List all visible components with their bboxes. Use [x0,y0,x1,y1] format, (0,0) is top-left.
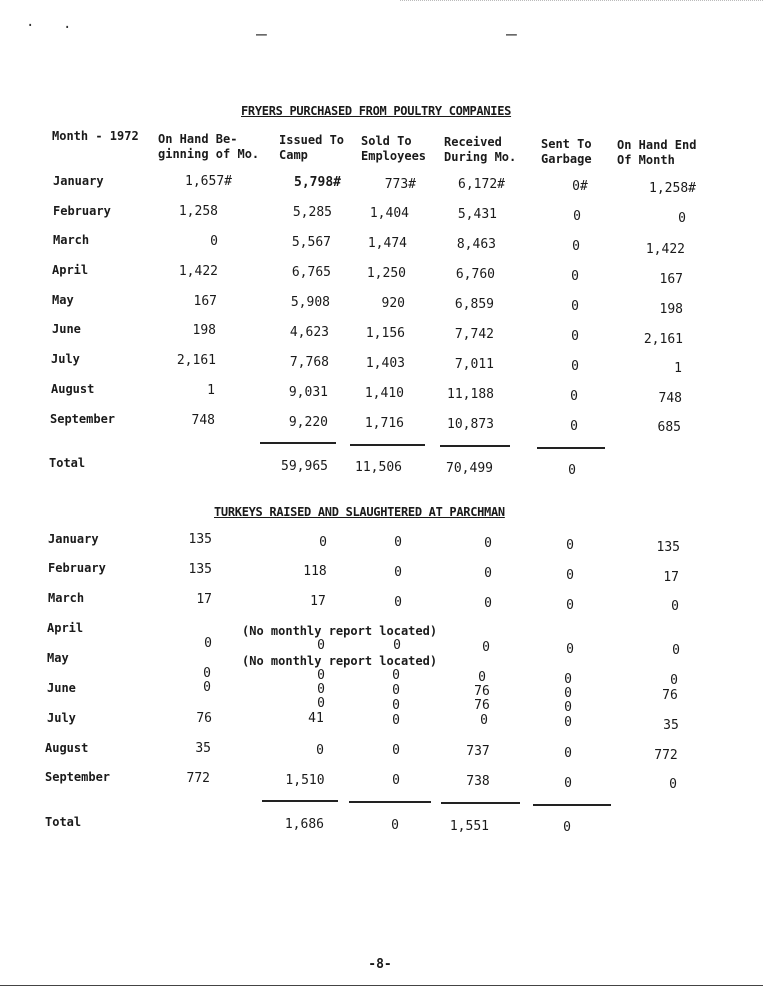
total-issued: 1,686 [284,817,324,832]
cell-received: 7,011 [454,357,494,372]
cell-garbage: 0 [572,239,580,254]
cell-on-hand-begin: 198 [192,323,216,338]
cell-sold: 0 [394,535,402,550]
cell-on-hand-end: 135 [656,540,680,555]
row-month: March [48,591,85,605]
total-issued: 59,965 [281,459,328,474]
cell-garbage: 0 [566,642,574,657]
total-rule-issued [262,800,338,802]
cell-sold: 0 [393,638,401,653]
row-month: August [51,382,95,396]
row-month: May [52,293,74,307]
cell-received: 0 [484,536,492,551]
row-month: February [48,561,106,575]
row-month: February [53,204,111,218]
bottom-edge-line [0,985,763,986]
cell-issued: 118 [303,564,327,579]
cell-garbage: 0 [564,686,572,701]
cell-received: 0 [478,670,486,685]
total-garbage: 0 [568,463,576,478]
cell-issued: 5,567 [291,235,331,250]
turkeys-title: TURKEYS RAISED AND SLAUGHTERED AT PARCHMAN [214,505,505,519]
header-garbage-2: Garbage [541,152,592,166]
cell-on-hand-end: 198 [659,302,683,317]
cell-on-hand-end: 685 [657,420,681,435]
cell-issued: 1,510 [285,773,325,788]
binder-mark: – [256,24,267,45]
cell-issued: 0 [316,743,324,758]
header-sold-1: Sold To [361,134,412,148]
total-received: 70,499 [446,461,493,476]
cell-on-hand-end: 0 [670,673,678,688]
cell-received: 0 [484,596,492,611]
row-month: September [50,412,116,426]
cell-sold: 0 [392,773,400,788]
cell-on-hand-end: 772 [654,748,678,763]
cell-issued: 0 [317,668,325,683]
cell-sold: 0 [392,668,400,683]
cell-on-hand-begin: 772 [186,771,210,786]
note-no-report: (No monthly report located) [242,654,438,668]
total-garbage: 0 [563,820,571,835]
cell-on-hand-begin: 2,161 [176,353,216,368]
cell-on-hand-end: 1 [674,361,682,376]
cell-sold: 1,250 [366,266,406,281]
cell-on-hand-begin: 0 [204,636,212,651]
header-garbage-1: Sent To [541,137,592,151]
cell-garbage: 0 [573,209,581,224]
scan-speck: · [63,20,72,36]
cell-received: 11,188 [447,387,494,402]
cell-received: 76 [474,698,490,713]
header-month: Month - 1972 [52,129,139,143]
header-on-hand-begin-2: ginning of Mo. [158,147,260,161]
cell-on-hand-begin: 76 [196,711,212,726]
total-rule-received [440,445,510,447]
cell-garbage: 0 [566,538,574,553]
cell-on-hand-begin: 135 [188,562,212,577]
cell-issued: 41 [308,711,324,726]
row-month: September [45,770,111,784]
row-month: August [45,741,89,755]
cell-received: 5,431 [457,207,497,222]
cell-on-hand-end: 0 [669,777,677,792]
cell-issued: 9,031 [288,385,328,400]
header-issued-1: Issued To [279,133,345,147]
cell-on-hand-end: 0 [678,211,686,226]
top-dotted-edge [400,0,763,3]
cell-sold: 1,474 [367,236,407,251]
total-rule-garbage [533,804,611,806]
cell-received: 7,742 [454,327,494,342]
binder-mark: – [506,24,517,45]
cell-on-hand-begin: 17 [196,592,212,607]
cell-issued: 0 [317,682,325,697]
cell-issued: 0 [317,696,325,711]
cell-sold: 0 [392,698,400,713]
cell-on-hand-begin: 135 [188,532,212,547]
cell-received: 0 [480,713,488,728]
cell-issued: 6,765 [291,265,331,280]
row-month: March [53,233,90,247]
cell-sold: 920 [381,296,405,311]
cell-on-hand-begin: 1 [207,383,215,398]
cell-on-hand-begin: 1,657# [185,174,232,189]
header-issued-2: Camp [279,148,308,162]
cell-received: 737 [466,744,490,759]
cell-received: 6,859 [454,297,494,312]
header-on-hand-end-1: On Hand End [617,138,697,152]
cell-received: 738 [466,774,490,789]
total-label: Total [49,456,86,470]
total-sold: 0 [391,818,399,833]
cell-sold: 1,404 [369,206,409,221]
cell-sold: 1,716 [364,416,404,431]
cell-garbage: 0 [570,419,578,434]
cell-received: 6,172# [458,177,505,192]
cell-sold: 773# [384,177,416,192]
row-month: April [52,263,89,277]
cell-sold: 0 [394,595,402,610]
total-rule-garbage [537,447,605,449]
header-on-hand-end-2: Of Month [617,153,675,167]
cell-garbage: 0 [571,359,579,374]
cell-issued: 5,285 [292,205,332,220]
cell-on-hand-begin: 748 [191,413,215,428]
cell-on-hand-end: 167 [659,272,683,287]
cell-received: 0 [482,640,490,655]
cell-sold: 1,403 [365,356,405,371]
row-month: June [47,681,76,695]
cell-on-hand-end: 748 [658,391,682,406]
cell-issued: 4,623 [289,325,329,340]
cell-on-hand-begin: 0 [210,234,218,249]
cell-issued: 5,908 [290,295,330,310]
page-number: -8- [368,957,392,972]
cell-sold: 0 [392,743,400,758]
cell-issued: 0 [317,638,325,653]
cell-garbage: 0 [571,269,579,284]
row-month: January [53,174,104,188]
cell-on-hand-end: 0 [672,643,680,658]
cell-garbage: 0# [572,179,588,194]
cell-on-hand-begin: 167 [193,294,217,309]
row-month: January [48,532,99,546]
cell-sold: 0 [394,565,402,580]
row-month: May [47,651,69,665]
cell-on-hand-begin: 1,422 [178,264,218,279]
cell-garbage: 0 [571,299,579,314]
cell-garbage: 0 [564,746,572,761]
cell-on-hand-end: 1,422 [645,242,685,257]
cell-issued: 7,768 [289,355,329,370]
cell-on-hand-end: 1,258# [649,181,696,196]
cell-sold: 1,410 [364,386,404,401]
cell-on-hand-end: 76 [662,688,678,703]
cell-garbage: 0 [564,776,572,791]
cell-issued: 0 [319,535,327,550]
total-rule-sold [350,444,425,446]
fryers-title: FRYERS PURCHASED FROM POULTRY COMPANIES [241,104,512,118]
row-month: April [47,621,84,635]
scan-speck: · [26,18,35,34]
cell-garbage: 0 [571,329,579,344]
cell-sold: 1,156 [365,326,405,341]
cell-sold: 0 [392,683,400,698]
cell-received: 76 [474,684,490,699]
header-received-1: Received [444,135,502,149]
header-on-hand-begin-1: On Hand Be- [158,132,238,146]
total-rule-received [441,802,520,804]
cell-received: 8,463 [456,237,496,252]
row-month: June [52,322,81,336]
cell-received: 6,760 [455,267,495,282]
total-label: Total [45,815,82,829]
cell-on-hand-end: 2,161 [643,332,683,347]
header-sold-2: Employees [361,149,427,163]
cell-garbage: 0 [564,700,572,715]
cell-on-hand-begin: 35 [195,741,211,756]
cell-garbage: 0 [564,715,572,730]
total-rule-sold [349,801,431,803]
cell-on-hand-begin: 1,258 [178,204,218,219]
cell-garbage: 0 [570,389,578,404]
cell-issued: 17 [310,594,326,609]
total-received: 1,551 [449,819,489,834]
cell-received: 10,873 [447,417,494,432]
total-rule-issued [260,442,336,444]
row-month: July [51,352,80,366]
cell-received: 0 [484,566,492,581]
cell-on-hand-end: 17 [663,570,679,585]
row-month: July [47,711,76,725]
cell-garbage: 0 [566,598,574,613]
cell-issued: 9,220 [288,415,328,430]
cell-sold: 0 [392,713,400,728]
cell-on-hand-end: 0 [671,599,679,614]
cell-garbage: 0 [564,672,572,687]
note-no-report: (No monthly report located) [242,624,438,638]
total-sold: 11,506 [355,460,402,475]
cell-on-hand-begin: 0 [203,666,211,681]
header-received-2: During Mo. [444,150,517,164]
cell-issued: 5,798# [294,175,341,190]
cell-garbage: 0 [566,568,574,583]
cell-on-hand-begin: 0 [203,680,211,695]
cell-on-hand-end: 35 [663,718,679,733]
